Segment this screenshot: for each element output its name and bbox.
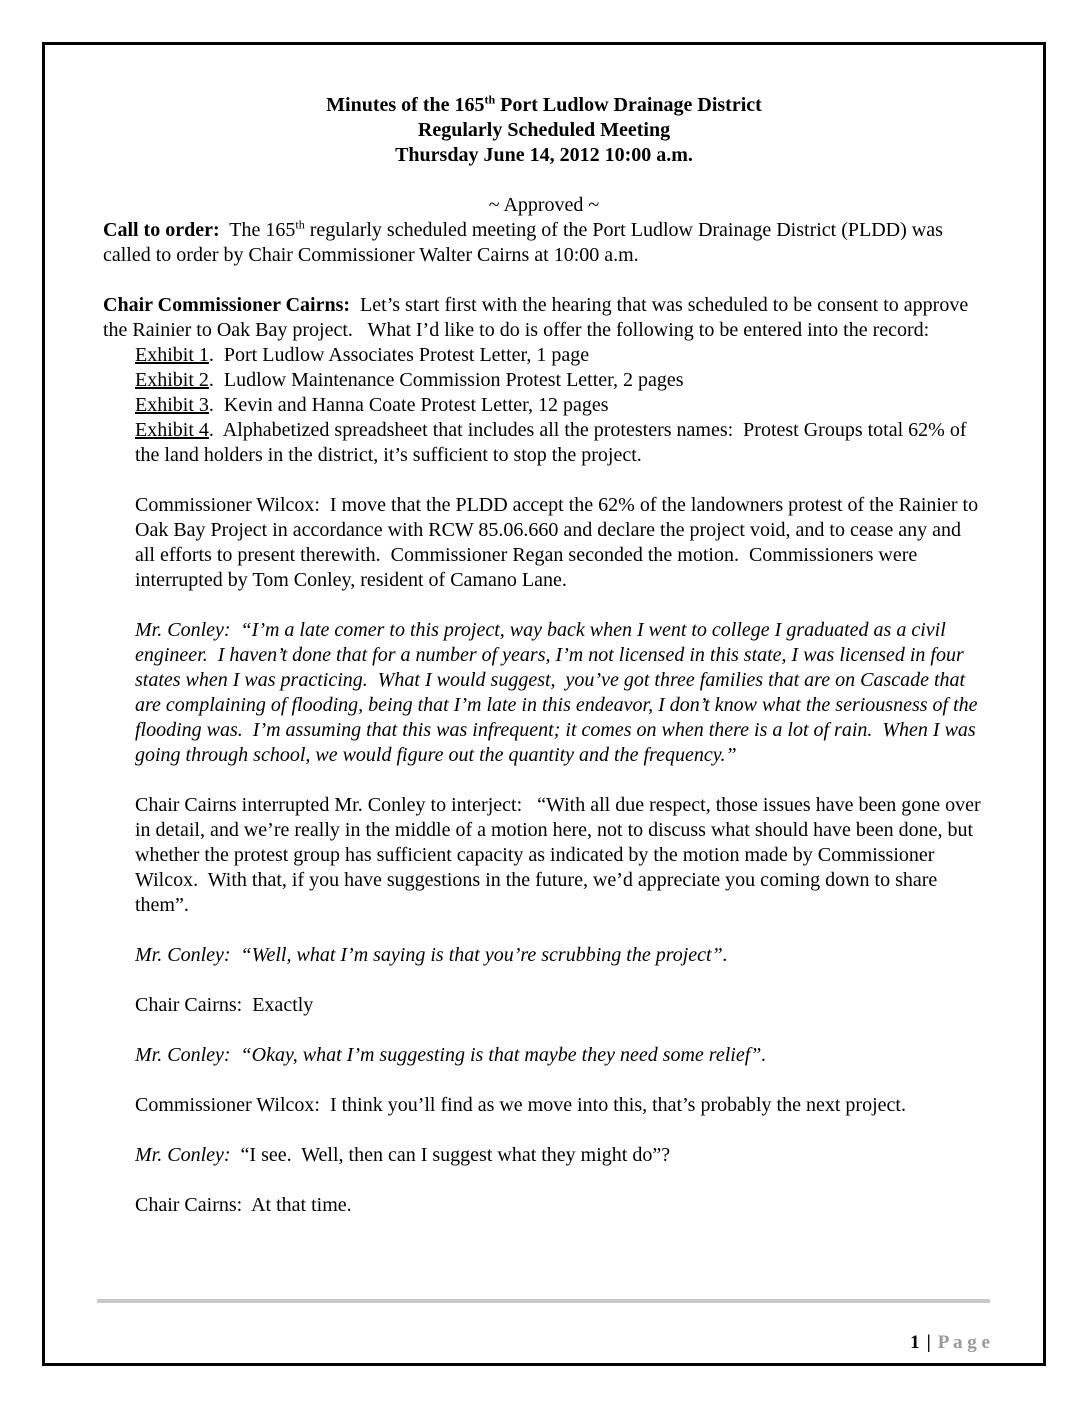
dialogue-6-text: At that time. (242, 1194, 352, 1216)
cairns-interject-paragraph: Chair Cairns interrupted Mr. Conley to interject: “With all due respect, those issues have been gone over in detail, and we’re really in the middle of a motion here, not to discuss what should have been done, but whether the protest group has sufficient capacity as indicated by the motion made by Commissioner Wilcox. With that, if you have suggestions in the future, we’d appreciate you coming down to share them”. (135, 794, 986, 916)
cairns-opening-text: Let’s start first with the hearing that was scheduled to be consent to approve the Rainier to Oak Bay project. What I’d like to do is offer the following to be entered into the record: (103, 294, 974, 341)
exhibit-1-label: Exhibit 1 (135, 344, 209, 366)
dialogue-2-speaker: Chair Cairns: (135, 994, 243, 1016)
exhibit-2-label: Exhibit 2 (135, 369, 209, 391)
dialogue-line (135, 1093, 985, 1118)
dialogue-line (135, 1193, 985, 1218)
cairns-opening-label: Chair Commissioner Cairns: (103, 294, 351, 316)
exhibit-item (135, 418, 985, 468)
exhibit-4-text: . Alphabetized spreadsheet that includes all the protesters names: Protest Groups total 62% of the land holders in the district, it’s sufficient to stop the project. (135, 419, 972, 466)
exhibit-item (135, 343, 985, 368)
dialogue-line (135, 1143, 985, 1168)
footer-separator: | (926, 1332, 931, 1353)
call-to-order-superscript: th (295, 217, 305, 232)
dialogue-1-speaker: Mr. Conley: (135, 944, 231, 966)
dialogue-line (135, 993, 985, 1018)
dialogue-1-text: “Well, what I’m saying is that you’re scrubbing the project”. (230, 944, 728, 966)
dialogue-6-speaker: Chair Cairns: (135, 1194, 243, 1216)
dialogue-3-text: “Okay, what I’m suggesting is that maybe they need some relief”. (230, 1044, 767, 1066)
exhibit-2-text: . Ludlow Maintenance Commission Protest Letter, 2 pages (208, 369, 684, 391)
wilcox-motion-paragraph: Commissioner Wilcox: I move that the PLDD accept the 62% of the landowners protest of the Rainier to Oak Bay Project in accordance with RCW 85.06.660 and declare the project void, and to cease any and all efforts to present therewith. Commissioner Regan seconded the motion. Commissioners were interrupted by Tom Conley, resident of Camano Lane. (135, 494, 984, 591)
dialogue-5-speaker: Mr. Conley: (135, 1144, 231, 1166)
dialogue-2-text: Exactly (242, 994, 314, 1016)
exhibit-3-label: Exhibit 3 (135, 394, 209, 416)
title-line-1-pre: Minutes of the 165 (326, 94, 485, 116)
document-title (103, 93, 985, 168)
call-to-order-paragraph (103, 218, 985, 268)
exhibit-item (135, 368, 985, 393)
exhibit-1-text: . Port Ludlow Associates Protest Letter, 1 page (208, 344, 590, 366)
call-to-order-post: regularly scheduled meeting of the Port Ludlow Drainage District (PLDD) was called to order by Chair Commissioner Walter Cairns at 10:00 a.m. (103, 219, 948, 266)
page-number: 1 (910, 1332, 920, 1353)
title-line-1-post: Port Ludlow Drainage District (495, 94, 762, 116)
dialogue-4-speaker: Commissioner Wilcox: (135, 1094, 320, 1116)
dialogue-5-text: “I see. Well, then can I suggest what they might do”? (230, 1144, 671, 1166)
dialogue-line (135, 1043, 985, 1068)
dialogue-4-text: I think you’ll find as we move into this, that’s probably the next project. (319, 1094, 906, 1116)
page-footer (97, 1299, 990, 1379)
title-line-1-superscript: th (484, 92, 496, 107)
conley-statement-paragraph: Mr. Conley: “I’m a late comer to this project, way back when I went to college I graduated as a civil engineer. I haven’t done that for a number of years, I’m not licensed in this state, I was licensed in four states when I was practicing. What I would suggest, you’ve got three families that are on Cascade that are complaining of flooding, being that I’m late in this endeavor, I don’t know what the seriousness of the flooding was. I’m assuming that this was infrequent; it comes on when there is a lot of rain. When I was going through school, we would figure out the quantity and the frequency.” (135, 619, 983, 766)
cairns-opening-paragraph (103, 293, 985, 343)
title-line-2: Regularly Scheduled Meeting (417, 119, 671, 141)
exhibit-4-label: Exhibit 4 (135, 419, 209, 441)
dialogue-line (135, 943, 985, 968)
dialogue-3-speaker: Mr. Conley: (135, 1044, 231, 1066)
document-body (103, 93, 985, 1218)
exhibit-list (135, 343, 985, 468)
title-line-3: Thursday June 14, 2012 10:00 a.m. (395, 144, 693, 166)
call-to-order-label: Call to order: (103, 219, 220, 241)
exhibit-item (135, 393, 985, 418)
approved-stamp: ~ Approved ~ (488, 194, 600, 216)
title-line-1 (103, 93, 985, 118)
exhibit-3-text: . Kevin and Hanna Coate Protest Letter, 12 pages (208, 394, 609, 416)
page-border (42, 42, 1046, 1366)
call-to-order-pre: The 165 (219, 219, 296, 241)
footer-page-word: P a g e (937, 1332, 990, 1353)
